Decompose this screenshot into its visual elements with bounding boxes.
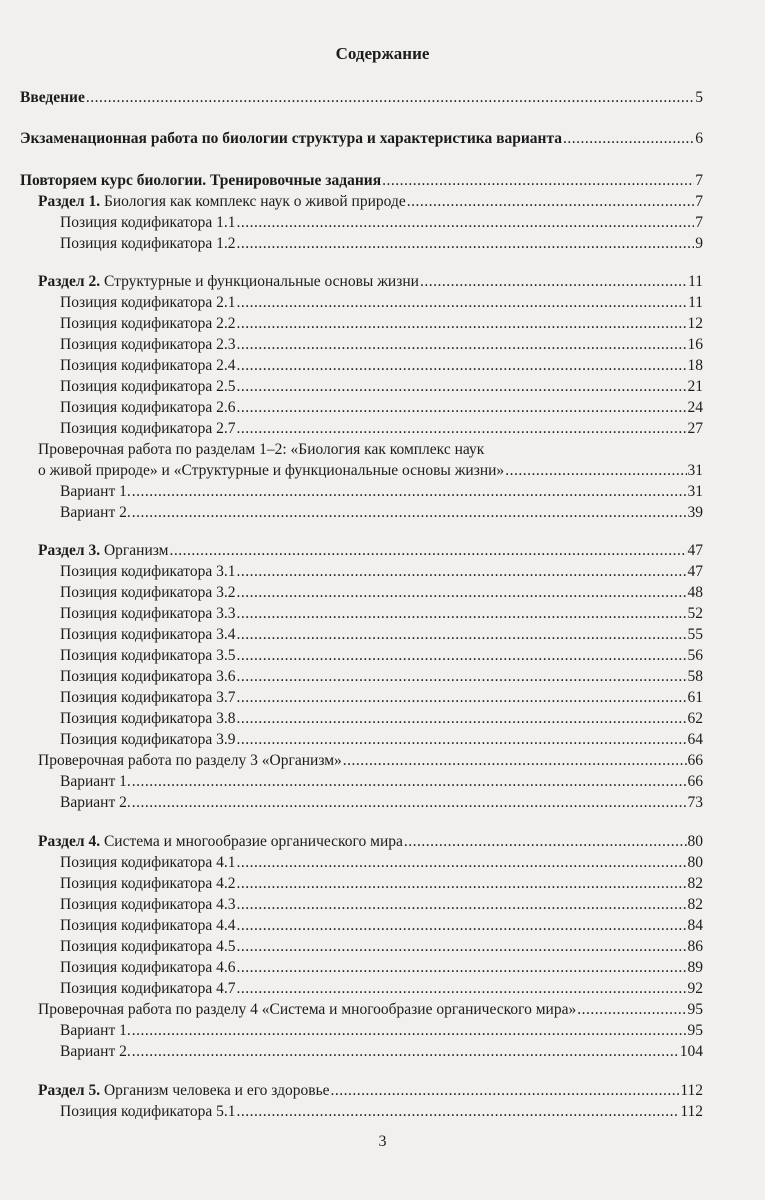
- toc-entry-page: 55: [687, 626, 703, 643]
- leader-dots: [86, 87, 694, 109]
- toc-entry[interactable]: [60, 708, 703, 730]
- toc-entry-page: 52: [687, 605, 703, 622]
- toc-entry-page: 11: [688, 294, 703, 311]
- toc-test-3[interactable]: [38, 750, 703, 772]
- leader-dots: [407, 191, 695, 213]
- toc-entry-label: Позиция кодификатора 2.2: [60, 315, 236, 332]
- toc-entry-label: Позиция кодификатора 4.4: [60, 917, 236, 934]
- leader-dots: [237, 894, 687, 916]
- toc-entry-page: 7: [695, 172, 703, 189]
- toc-entry-page: 18: [687, 357, 703, 374]
- toc-entry[interactable]: [60, 894, 703, 916]
- toc-entry-exam-structure[interactable]: [20, 128, 703, 150]
- leader-dots: [132, 1041, 679, 1063]
- leader-dots: [169, 540, 686, 562]
- toc-entry-page: 58: [687, 668, 703, 685]
- toc-entry-introduction[interactable]: [20, 87, 703, 109]
- toc-entry-label: Проверочная работа по разделу 3 «Организм»: [38, 752, 342, 769]
- leader-dots: [237, 233, 695, 255]
- toc-entry-label: Позиция кодификатора 4.3: [60, 896, 236, 913]
- leader-dots: [132, 481, 687, 503]
- toc-entry-page: 82: [687, 875, 703, 892]
- leader-dots: [237, 624, 687, 646]
- toc-entry-label: Позиция кодификатора 2.7: [60, 420, 236, 437]
- toc-entry-variant[interactable]: [60, 502, 703, 524]
- toc-entry-label: Позиция кодификатора 3.1: [60, 563, 236, 580]
- toc-entry-variant[interactable]: [60, 771, 703, 793]
- leader-dots: [237, 957, 687, 979]
- toc-entry-label: Проверочная работа по разделу 4 «Система и многообразие органического мира»: [38, 1001, 577, 1018]
- section-prefix: Раздел 5.: [38, 1082, 101, 1099]
- toc-entry-page: 27: [687, 420, 703, 437]
- leader-dots: [237, 915, 687, 937]
- section-prefix: Раздел 2.: [38, 273, 101, 290]
- toc-entry-page: 21: [687, 378, 703, 395]
- toc-entry[interactable]: [60, 729, 703, 751]
- toc-entry-page: 16: [687, 336, 703, 353]
- toc-entry-label: Позиция кодификатора 3.2: [60, 584, 236, 601]
- toc-entry[interactable]: [60, 1101, 703, 1123]
- toc-entry-label: Позиция кодификатора 4.5: [60, 938, 236, 955]
- toc-entry[interactable]: [60, 313, 703, 335]
- toc-entry-page: 92: [687, 980, 703, 997]
- leader-dots: [237, 397, 687, 419]
- toc-entry-variant[interactable]: [60, 1020, 703, 1042]
- toc-entry[interactable]: [60, 212, 703, 234]
- toc-entry-page: 82: [687, 896, 703, 913]
- toc-entry-label: Введение: [20, 89, 85, 106]
- toc-entry-label: [38, 191, 406, 213]
- section-title: Организм: [100, 542, 169, 559]
- toc-entry[interactable]: [60, 355, 703, 377]
- toc-entry[interactable]: [60, 233, 703, 255]
- toc-entry-page: 61: [687, 689, 703, 706]
- toc-entry-page: 47: [687, 542, 703, 559]
- toc-entry-page: 95: [687, 1001, 703, 1018]
- toc-entry-label: Позиция кодификатора 2.4: [60, 357, 236, 374]
- toc-entry-label: Вариант 1.: [60, 483, 131, 500]
- toc-entry-page: 95: [687, 1022, 703, 1039]
- section-title: Структурные и функциональные основы жизни: [100, 273, 419, 290]
- leader-dots: [343, 750, 687, 772]
- toc-entry[interactable]: [60, 418, 703, 440]
- toc-entry-label: Повторяем курс биологии. Тренировочные задания: [20, 172, 382, 189]
- toc-entry-page: 66: [687, 752, 703, 769]
- toc-entry-page: 5: [695, 89, 703, 106]
- toc-entry-page: 9: [695, 235, 703, 252]
- leader-dots: [132, 502, 687, 524]
- leader-dots: [237, 666, 687, 688]
- toc-entry-variant[interactable]: [60, 792, 703, 814]
- toc-entry-label: Позиция кодификатора 3.7: [60, 689, 236, 706]
- toc-entry-label: [38, 540, 168, 562]
- leader-dots: [404, 831, 687, 853]
- toc-entry[interactable]: [60, 978, 703, 1000]
- toc-entry-label: Позиция кодификатора 4.2: [60, 875, 236, 892]
- leader-dots: [563, 128, 694, 150]
- toc-entry-label: Позиция кодификатора 2.5: [60, 378, 236, 395]
- toc-entry-page: 48: [687, 584, 703, 601]
- leader-dots: [237, 582, 687, 604]
- leader-dots: [237, 936, 687, 958]
- leader-dots: [237, 603, 687, 625]
- toc-test-4[interactable]: [38, 999, 703, 1021]
- toc-entry-page: 84: [687, 917, 703, 934]
- section-prefix: Раздел 1.: [38, 193, 101, 210]
- toc-entry[interactable]: [60, 915, 703, 937]
- toc-entry-page: 62: [687, 710, 703, 727]
- toc-entry[interactable]: [60, 852, 703, 874]
- leader-dots: [237, 334, 687, 356]
- toc-entry-page: 47: [687, 563, 703, 580]
- toc-entry-label: Позиция кодификатора 3.3: [60, 605, 236, 622]
- leader-dots: [237, 645, 687, 667]
- leader-dots: [132, 792, 687, 814]
- leader-dots: [237, 313, 687, 335]
- leader-dots: [132, 1020, 687, 1042]
- toc-entry-page: 66: [687, 773, 703, 790]
- toc-entry-label: Позиция кодификатора 5.1: [60, 1103, 236, 1120]
- toc-entry-label: Вариант 2.: [60, 1043, 131, 1060]
- leader-dots: [505, 460, 686, 482]
- toc-entry[interactable]: [60, 666, 703, 688]
- toc-entry-page: 31: [687, 462, 703, 479]
- section-title: Биология как комплекс наук о живой природе: [100, 193, 406, 210]
- toc-entry-page: 89: [687, 959, 703, 976]
- toc-entry-page: 112: [680, 1082, 703, 1099]
- toc-entry[interactable]: [60, 603, 703, 625]
- leader-dots: [237, 292, 688, 314]
- leader-dots: [237, 873, 687, 895]
- leader-dots: [237, 212, 695, 234]
- toc-entry-label: Позиция кодификатора 3.5: [60, 647, 236, 664]
- toc-entry[interactable]: [60, 936, 703, 958]
- toc-entry-label: [38, 831, 403, 853]
- toc-entry-label: Позиция кодификатора 2.1: [60, 294, 236, 311]
- toc-entry-label: [38, 1080, 330, 1102]
- leader-dots: [237, 852, 687, 874]
- toc-entry-page: 73: [687, 794, 703, 811]
- toc-entry[interactable]: [60, 376, 703, 398]
- toc-entry-label: Позиция кодификатора 3.4: [60, 626, 236, 643]
- toc-entry-label: Позиция кодификатора 4.7: [60, 980, 236, 997]
- leader-dots: [382, 170, 694, 192]
- page-number: 3: [378, 1133, 387, 1150]
- toc-entry-label: [38, 271, 419, 293]
- toc-entry-page: 104: [679, 1043, 703, 1060]
- toc-test-title-line[interactable]: Проверочная работа по разделам 1–2: «Биология как комплекс наук: [38, 441, 485, 458]
- toc-entry-label: Позиция кодификатора 1.1: [60, 214, 236, 231]
- toc-entry-label: Позиция кодификатора 4.6: [60, 959, 236, 976]
- toc-entry-page: 64: [687, 731, 703, 748]
- toc-entry-variant[interactable]: [60, 481, 703, 503]
- section-prefix: Раздел 4.: [38, 833, 101, 850]
- toc-entry-page: 24: [687, 399, 703, 416]
- section-prefix: Раздел 3.: [38, 542, 101, 559]
- toc-entry-label: Вариант 1.: [60, 1022, 131, 1039]
- toc-section-5[interactable]: [38, 1080, 703, 1102]
- toc-entry-course-review[interactable]: [20, 170, 703, 192]
- section-title: Система и многообразие органического мира: [100, 833, 403, 850]
- toc-entry-page: 7: [695, 214, 703, 231]
- toc-entry-variant[interactable]: [60, 1041, 703, 1063]
- toc-entry-page: 7: [695, 193, 703, 210]
- toc-entry-page: 6: [695, 130, 703, 147]
- leader-dots: [132, 771, 687, 793]
- leader-dots: [237, 1101, 680, 1123]
- toc-test-1-2[interactable]: [38, 460, 703, 482]
- leader-dots: [237, 978, 687, 1000]
- toc-entry-page: 86: [687, 938, 703, 955]
- toc-entry[interactable]: [60, 292, 703, 314]
- toc-entry[interactable]: [60, 582, 703, 604]
- section-title: Организм человека и его здоровье: [100, 1082, 330, 1099]
- toc-entry[interactable]: [60, 397, 703, 419]
- toc-entry-page: 56: [687, 647, 703, 664]
- toc-entry-page: 80: [687, 854, 703, 871]
- toc-entry-page: 112: [680, 1103, 703, 1120]
- leader-dots: [237, 729, 687, 751]
- toc-entry-label: Позиция кодификатора 2.6: [60, 399, 236, 416]
- toc-entry-label: Вариант 2.: [60, 794, 131, 811]
- toc-entry-label: Позиция кодификатора 1.2: [60, 235, 236, 252]
- leader-dots: [577, 999, 686, 1021]
- toc-entry-label: Вариант 1.: [60, 773, 131, 790]
- toc-entry-label: о живой природе» и «Структурные и функциональные основы жизни»: [38, 462, 505, 479]
- toc-entry-page: 12: [687, 315, 703, 332]
- toc-entry-page: 11: [688, 273, 703, 290]
- toc-entry[interactable]: [60, 957, 703, 979]
- toc-entry-label: Позиция кодификатора 4.1: [60, 854, 236, 871]
- toc-entry[interactable]: [60, 624, 703, 646]
- toc-entry-label: Позиция кодификатора 3.9: [60, 731, 236, 748]
- toc-entry[interactable]: [60, 334, 703, 356]
- toc-entry[interactable]: [60, 645, 703, 667]
- toc-entry-label: Позиция кодификатора 3.8: [60, 710, 236, 727]
- leader-dots: [237, 708, 687, 730]
- leader-dots: [237, 376, 687, 398]
- toc-entry[interactable]: [60, 561, 703, 583]
- page-title: Содержание: [335, 44, 430, 63]
- leader-dots: [237, 561, 687, 583]
- toc-entry-page: 31: [687, 483, 703, 500]
- leader-dots: [331, 1080, 680, 1102]
- toc-entry[interactable]: [60, 687, 703, 709]
- toc-entry-page: 39: [687, 504, 703, 521]
- toc-section-3[interactable]: [38, 540, 703, 562]
- toc-section-1[interactable]: [38, 191, 703, 213]
- toc-entry-label: Вариант 2.: [60, 504, 131, 521]
- toc-section-4[interactable]: [38, 831, 703, 853]
- toc-entry-label: Позиция кодификатора 2.3: [60, 336, 236, 353]
- leader-dots: [237, 687, 687, 709]
- toc-entry-label: Позиция кодификатора 3.6: [60, 668, 236, 685]
- leader-dots: [237, 418, 687, 440]
- leader-dots: [237, 355, 687, 377]
- toc-section-2[interactable]: [38, 271, 703, 293]
- leader-dots: [420, 271, 687, 293]
- toc-entry[interactable]: [60, 873, 703, 895]
- toc-entry-label: Экзаменационная работа по биологии структура и характеристика варианта: [20, 130, 562, 147]
- toc-entry-page: 80: [687, 833, 703, 850]
